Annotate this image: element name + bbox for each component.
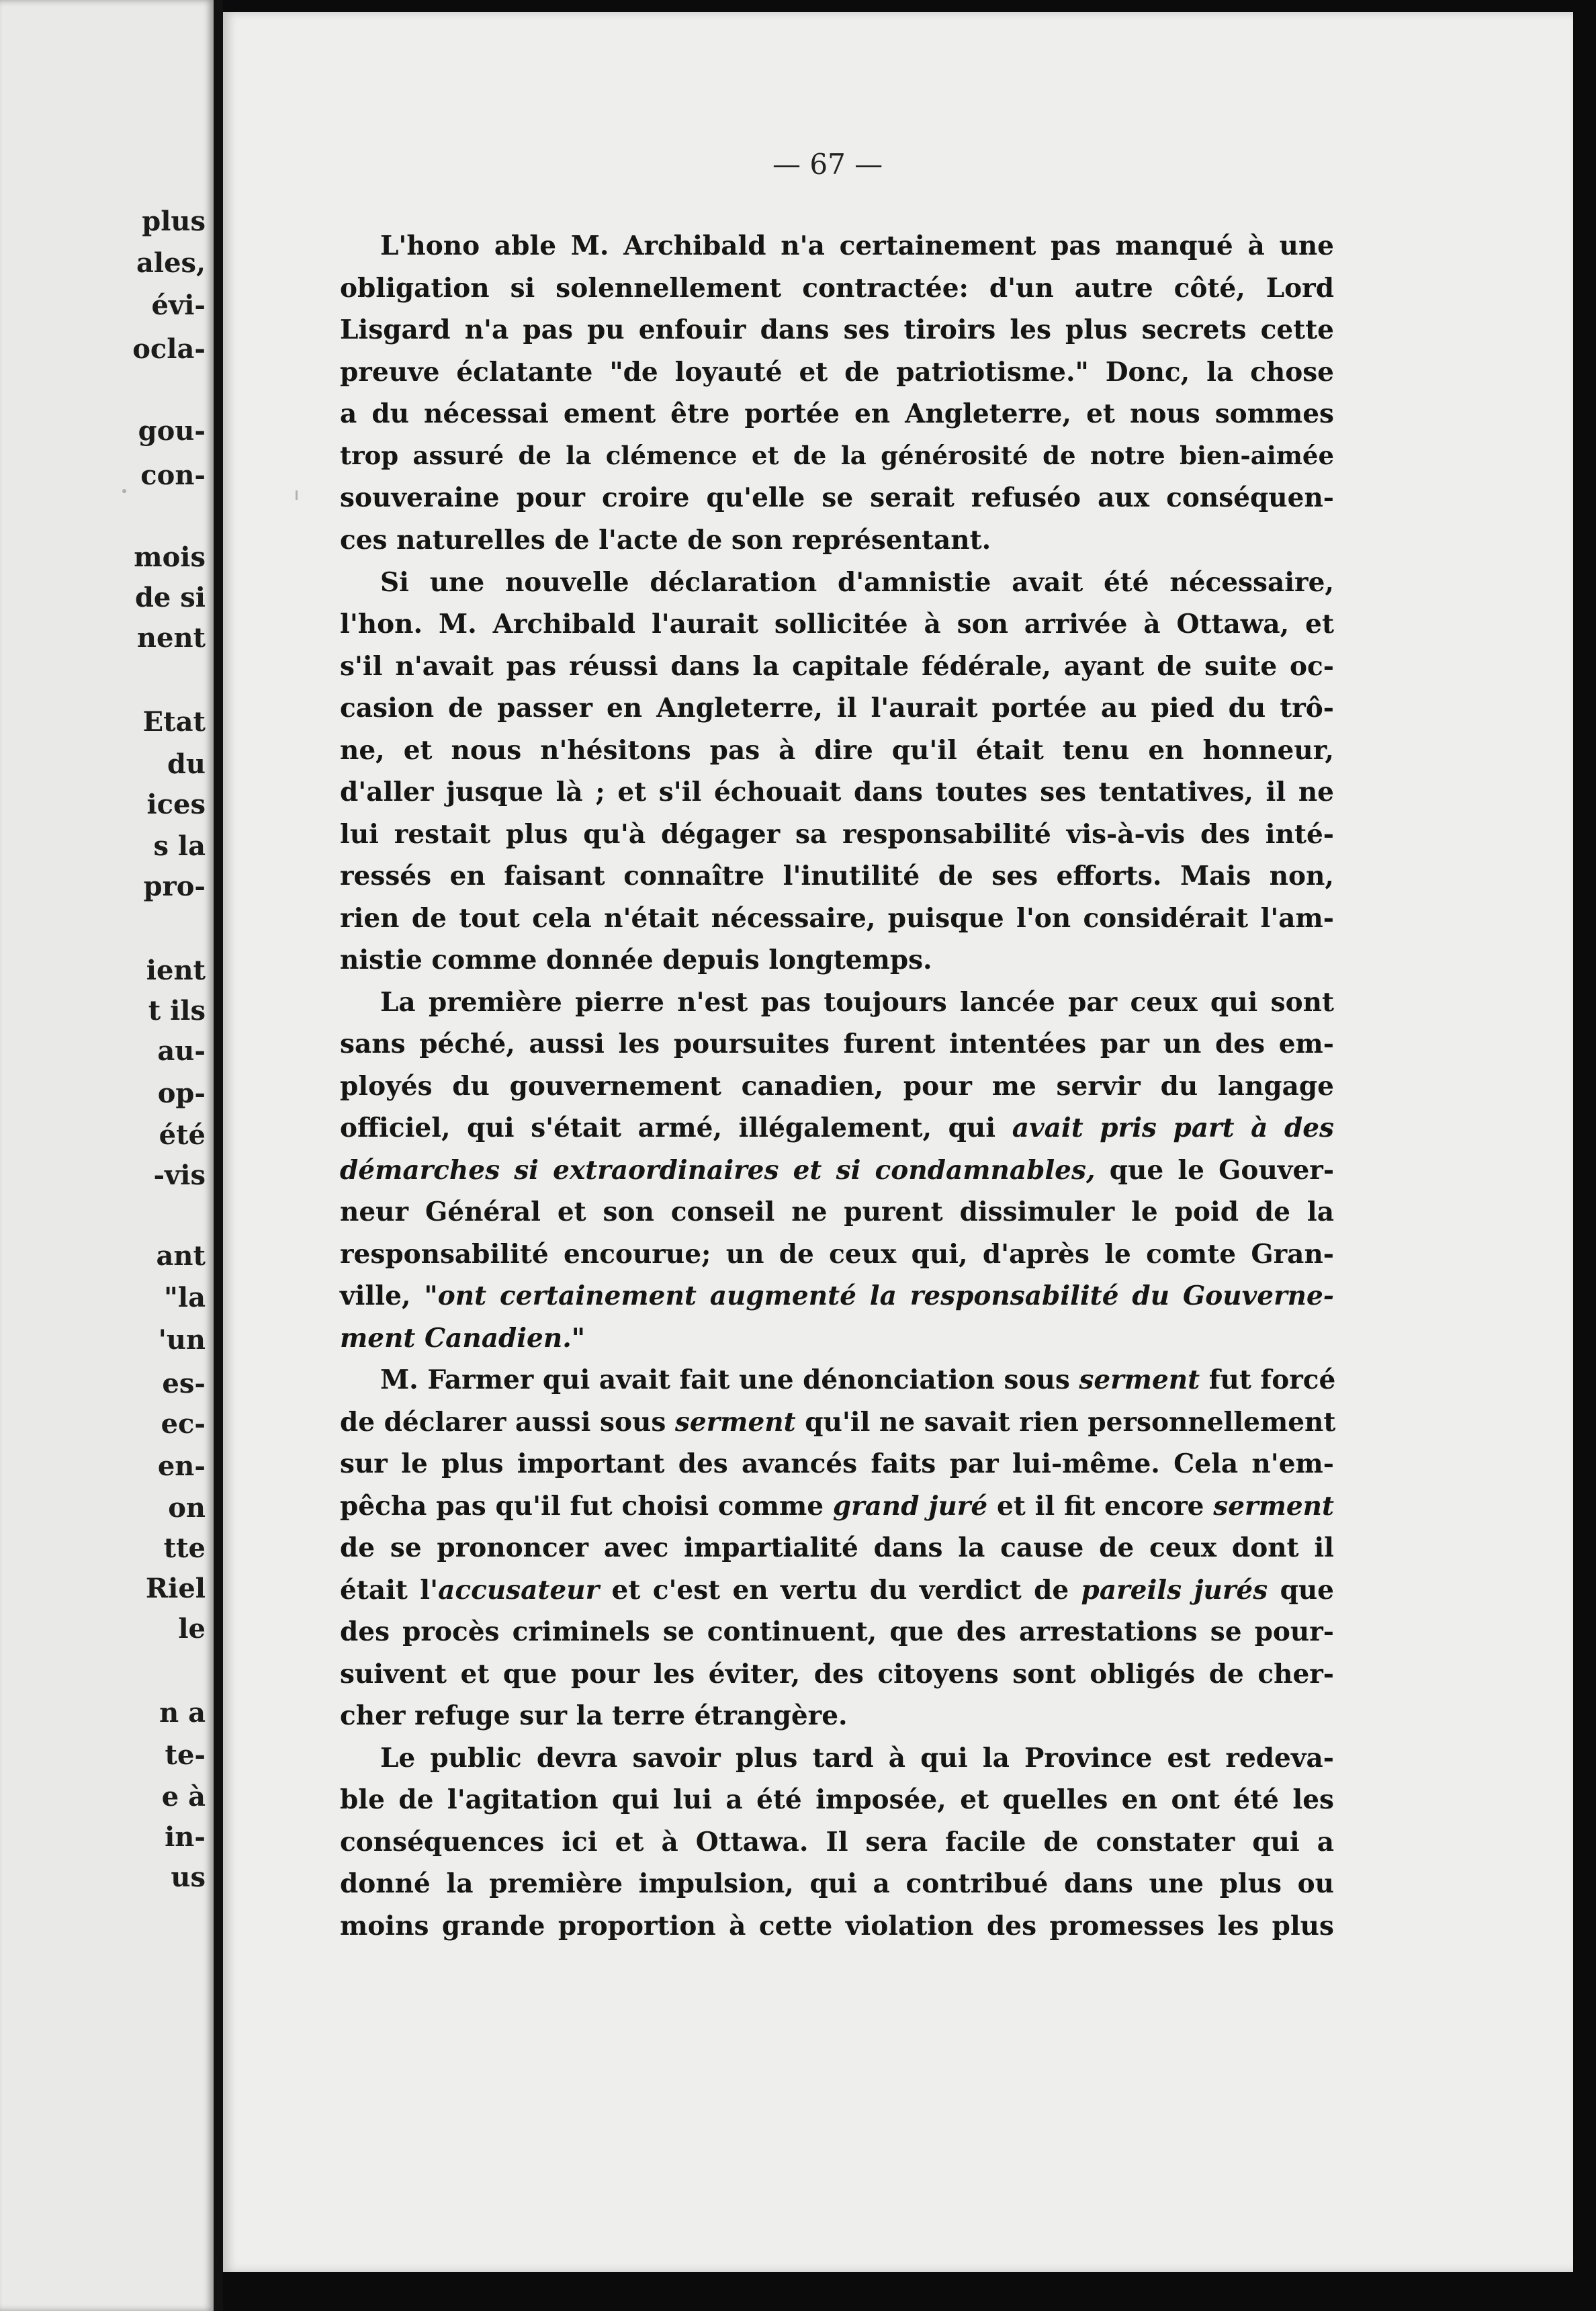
text-line: preuve éclatante "de loyauté et de patriotisme." Donc, la chose xyxy=(340,357,1334,388)
left-fragment: ec- xyxy=(161,1408,206,1440)
text-line: lui restait plus qu'à dégager sa responsabilité vis-à-vis des inté- xyxy=(340,819,1334,850)
text-line: responsabilité encourue; un de ceux qui, d'après le comte Gran- xyxy=(340,1239,1334,1270)
left-fragment: gou- xyxy=(138,415,206,447)
text-run: M. Farmer qui avait fait une dénonciation sous xyxy=(380,1364,1070,1395)
text-line: souveraine pour croire qu'elle se serait refuséo aux conséquen- xyxy=(340,482,1334,513)
italic-run: accusateur xyxy=(438,1575,600,1606)
text-run: pêcha pas qu'il fut choisi comme xyxy=(340,1491,824,1522)
italic-run: ment Canadien." xyxy=(340,1323,586,1354)
left-fragment: plus xyxy=(142,206,206,237)
text-line: rien de tout cela n'était nécessaire, puisque l'on considérait l'am- xyxy=(340,903,1334,934)
scan-speck xyxy=(122,489,126,493)
text-line xyxy=(340,1577,1334,1604)
text-line: nistie comme donnée depuis longtemps. xyxy=(340,945,932,975)
text-line: Si une nouvelle déclaration d'amnistie avait été nécessaire, xyxy=(380,567,1334,598)
left-fragment: con- xyxy=(140,460,206,491)
page-number: — 67 — xyxy=(772,148,883,181)
text-line: trop assuré de la clémence et de la générosité de notre bien-aimée xyxy=(340,441,1334,470)
italic-run: avait pris part à des xyxy=(1012,1113,1335,1143)
text-run: ville, xyxy=(340,1280,411,1311)
text-line: ces naturelles de l'acte de son représentant. xyxy=(340,525,991,556)
italic-run: pareils jurés xyxy=(1081,1575,1268,1606)
text-line xyxy=(340,1493,1334,1520)
text-line: casion de passer en Angleterre, il l'aurait portée au pied du trô- xyxy=(340,693,1334,724)
text-line: s'il n'avait pas réussi dans la capitale fédérale, ayant de suite oc- xyxy=(340,651,1334,682)
text-run: fut forcé xyxy=(1208,1364,1336,1395)
left-fragment: le xyxy=(178,1613,206,1645)
italic-run: grand juré xyxy=(832,1491,988,1522)
text-line: de se prononcer avec impartialité dans la cause de ceux dont il xyxy=(340,1532,1334,1563)
left-fragment: ices xyxy=(146,789,206,820)
left-fragment: us xyxy=(171,1862,206,1893)
previous-page-edge xyxy=(0,0,214,2311)
left-fragment: évi- xyxy=(151,290,206,321)
left-fragment: "la xyxy=(164,1282,206,1313)
text-line: a du nécessai ement être portée en Angleterre, et nous sommes xyxy=(340,398,1334,429)
left-fragment: op- xyxy=(157,1078,206,1109)
italic-run: serment xyxy=(674,1407,796,1438)
scan-border xyxy=(1573,0,1596,2311)
text-line: cher refuge sur la terre étrangère. xyxy=(340,1700,848,1731)
left-fragment: ant xyxy=(156,1240,206,1272)
left-fragment: ocla- xyxy=(132,333,206,365)
text-line xyxy=(340,1155,1335,1186)
text-line: neur Général et son conseil ne purent dissimuler le poid de la xyxy=(340,1196,1334,1227)
text-line: ressés en faisant connaître l'inutilité de ses efforts. Mais non, xyxy=(340,861,1334,891)
text-line xyxy=(380,1364,1336,1395)
left-fragment: mois xyxy=(134,541,206,573)
text-line: Lisgard n'a pas pu enfouir dans ses tiroirs les plus secrets cette xyxy=(340,314,1334,345)
text-line: ble de l'agitation qui lui a été imposée, et quelles en ont été les xyxy=(340,1784,1334,1815)
left-fragment: s la xyxy=(153,830,206,862)
text-line: ne, et nous n'hésitons pas à dire qu'il était tenu en honneur, xyxy=(340,735,1334,766)
text-line: obligation si solennellement contractée: d'un autre côté, Lord xyxy=(340,273,1334,304)
left-fragment: de si xyxy=(134,582,206,613)
left-fragment: te- xyxy=(165,1739,206,1771)
text-line: moins grande proportion à cette violation des promesses les plus xyxy=(340,1911,1334,1942)
text-run: que xyxy=(1280,1575,1334,1606)
left-fragment: pro- xyxy=(143,871,206,902)
left-fragment: es- xyxy=(162,1368,206,1399)
text-line: conséquences ici et à Ottawa. Il sera facile de constater qui a xyxy=(340,1827,1334,1858)
italic-run: serment xyxy=(1213,1491,1335,1522)
text-run: et c'est en vertu du verdict de xyxy=(611,1575,1069,1606)
left-fragment: -vis xyxy=(153,1160,206,1191)
italic-run: "ont certainement augmenté la responsabilité du Gouverne- xyxy=(424,1280,1334,1311)
text-line: suivent et que pour les éviter, des citoyens sont obligés de cher- xyxy=(340,1659,1334,1690)
italic-run: démarches si extraordinaires et si condamnables, xyxy=(340,1155,1096,1186)
scan-speck xyxy=(296,490,298,500)
left-fragment: ales, xyxy=(136,247,206,279)
text-run: que le Gouver- xyxy=(1109,1155,1335,1186)
text-run: officiel, qui s'était armé, illégalement, qui xyxy=(340,1113,996,1143)
text-line: l'hon. M. Archibald l'aurait sollicitée à son arrivée à Ottawa, et xyxy=(340,609,1334,640)
left-fragment: été xyxy=(159,1119,206,1151)
left-fragment: t ils xyxy=(148,995,206,1027)
left-fragment: au- xyxy=(157,1035,206,1067)
book-gutter xyxy=(214,0,223,2311)
left-fragment: on xyxy=(168,1492,206,1524)
text-line: d'aller jusque là ; et s'il échouait dans toutes ses tentatives, il ne xyxy=(340,777,1334,808)
left-fragment: 'un xyxy=(158,1324,206,1356)
italic-run: serment xyxy=(1079,1364,1200,1395)
text-line xyxy=(340,1325,1334,1352)
left-fragment: e à xyxy=(161,1781,206,1813)
left-fragment: tte xyxy=(163,1532,206,1564)
left-fragment: nent xyxy=(136,622,206,654)
text-line: sur le plus important des avancés faits par lui-même. Cela n'em- xyxy=(340,1448,1334,1479)
left-fragment: Etat xyxy=(142,706,206,738)
text-line: L'hono able M. Archibald n'a certainement pas manqué à une xyxy=(380,230,1334,261)
text-line: sans péché, aussi les poursuites furent intentées par un des em- xyxy=(340,1029,1334,1059)
text-line: La première pierre n'est pas toujours lancée par ceux qui sont xyxy=(380,987,1334,1018)
left-fragment: Riel xyxy=(145,1573,206,1604)
text-line: Le public devra savoir plus tard à qui la Province est redeva- xyxy=(380,1743,1334,1774)
text-line: des procès criminels se continuent, que des arrestations se pour- xyxy=(340,1616,1334,1647)
text-line xyxy=(340,1280,1334,1311)
left-fragment: in- xyxy=(165,1821,206,1853)
left-fragment: ient xyxy=(146,955,206,986)
text-run: et il fit encore xyxy=(996,1491,1204,1522)
left-fragment: n a xyxy=(159,1697,206,1729)
text-line: donné la première impulsion, qui a contribué dans une plus ou xyxy=(340,1868,1334,1899)
text-line xyxy=(340,1115,1334,1141)
text-run: qu'il ne savait rien personnellement xyxy=(805,1407,1336,1438)
text-run: de déclarer aussi sous xyxy=(340,1407,666,1438)
left-fragment: du xyxy=(167,748,206,780)
text-run: était l' xyxy=(340,1575,439,1606)
text-line: ployés du gouvernement canadien, pour me servir du langage xyxy=(340,1071,1334,1102)
text-line xyxy=(340,1409,1334,1436)
left-fragment: en- xyxy=(157,1450,206,1482)
